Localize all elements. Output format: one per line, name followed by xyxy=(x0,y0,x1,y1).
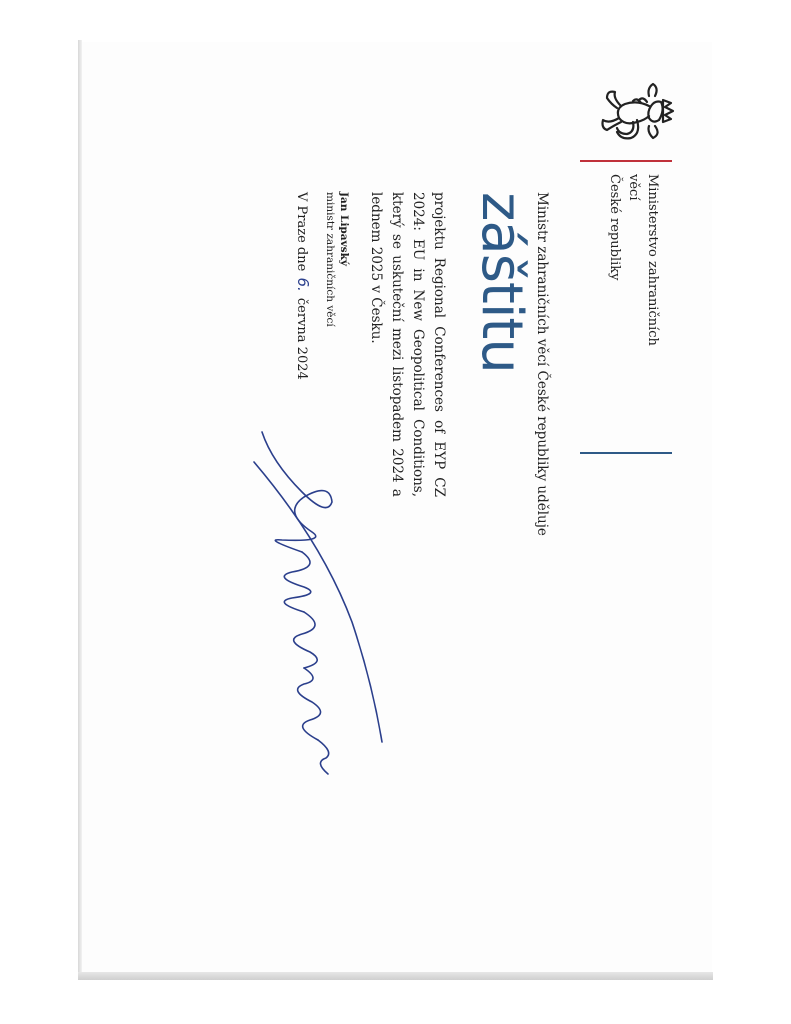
date-day: 6. xyxy=(294,277,312,292)
blue-divider xyxy=(580,452,672,454)
signer-title: ministr zahraničních věcí xyxy=(324,192,336,327)
signer-name: Jan Lipavský xyxy=(338,192,350,266)
date-prefix: V Praze dne xyxy=(294,192,309,272)
handwritten-signature xyxy=(252,422,422,782)
ministry-name-line2: České republiky xyxy=(607,174,622,281)
date-suffix: června 2024 xyxy=(294,297,309,380)
ministry-header xyxy=(605,174,662,374)
date-line xyxy=(294,192,312,380)
intro-text: Ministr zahraničních věcí České republiky uděluje xyxy=(534,192,550,536)
czech-lion-emblem-icon xyxy=(587,72,677,147)
scan-edge-bottom xyxy=(78,972,713,980)
headline-title: záštitu xyxy=(469,192,534,373)
ministry-name-line1: Ministerstvo zahraničních věcí xyxy=(626,174,660,346)
body-text: projektu Regional Conferences of EYP CZ 2024: EU in New Geopolitical Conditions, který se uskuteční mezi listopadem 2024 a lednem 2025 v Česku. xyxy=(368,192,447,497)
red-divider xyxy=(580,160,672,162)
document-content xyxy=(82,42,712,972)
